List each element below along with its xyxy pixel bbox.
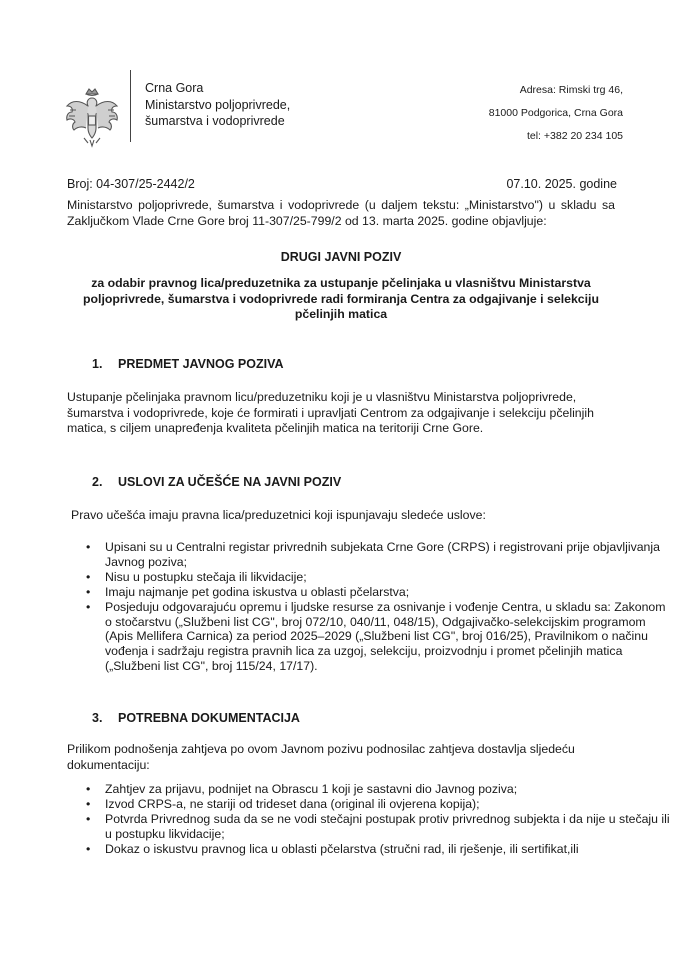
section-1-heading: [92, 357, 284, 371]
org-country: Crna Gora: [145, 81, 204, 95]
list-item: • Zahtjev za prijavu, podnijet na Obrascu 1 koji je sastavni dio Javnog poziva;: [105, 782, 673, 797]
document-title: DRUGI JAVNI POZIV: [280, 250, 402, 264]
section-2-title: USLOVI ZA UČEŠĆE NA JAVNI POZIV: [118, 475, 342, 489]
section-3-list: [67, 782, 673, 857]
list-item: • Nisu u postupku stečaja ili likvidacije;: [105, 570, 673, 585]
section-1-number: 1.: [92, 357, 103, 371]
list-item: • Upisani su u Centralni registar privrednih subjekata Crne Gore (CRPS) i registrovani prije objavljivanja Javnog poziva;: [105, 540, 673, 570]
address-block: [489, 79, 623, 148]
section-2-number: 2.: [92, 475, 103, 489]
ministry-block: [145, 80, 290, 130]
section-3-number: 3.: [92, 711, 103, 725]
coat-of-arms-icon: [64, 86, 120, 148]
section-2-heading: [92, 475, 341, 489]
document-subtitle: za odabir pravnog lica/preduzetnika za ustupanje pčelinjaka u vlasništvu Ministarstva poljoprivrede, šumarstva i vodoprivrede radi formiranja Centra za odgajivanje i selekciju pčelinjih matica: [83, 276, 599, 321]
section-2-list: [67, 540, 673, 674]
list-item: • Potvrda Privrednog suda da se ne vodi stečajni postupak protiv privrednog subjekta i da nije u stečaju ili u postupku likvidacije;: [105, 812, 673, 842]
section-3-title: POTREBNA DOKUMENTACIJA: [118, 711, 300, 725]
section-3-heading: [92, 711, 300, 725]
document-number: Broj: 04-307/25-2442/2: [67, 177, 195, 191]
section-3-text: Prilikom podnošenja zahtjeva po ovom Javnom pozivu podnosilac zahtjeva dostavlja sljedeću dokumentaciju:: [67, 742, 575, 772]
list-item: • Dokaz o iskustvu pravnog lica u oblasti pčelarstva (stručni rad, ili rješenje, ili sertifikat,ili: [105, 842, 673, 857]
header-divider: [130, 70, 131, 142]
section-2-text: Pravo učešća imaju pravna lica/preduzetnici koji ispunjavaju sledeće uslove:: [71, 508, 486, 522]
intro-paragraph: Ministarstvo poljoprivrede, šumarstva i vodoprivrede (u daljem tekstu: „Ministarstvo") u skladu sa Zaključkom Vlade Crne Gore broj 11-307/25-799/2 od 13. marta 2025. godine objavljuje:: [67, 198, 615, 228]
list-item: • Posjeduju odgovarajuću opremu i ljudske resurse za osnivanje i vođenje Centra, u skladu sa: Zakonom o stočarstvu („Službeni list CG", broj 072/10, 040/11, 048/15), Odgajivačko-selekcijskim programom (Apis Mellifera Carnica) za period 2025–2029 („Službeni list CG", broj 016/25), Pravilnikom o načinu vođenja i sadržaju registra pravnih lica za uzgoj, selekciju, proizvodnju i promet pčelinjih matica („Službeni list CG", broj 115/24, 17/17).: [105, 600, 673, 675]
section-1-text: Ustupanje pčelinjaka pravnom licu/preduzetniku koji je u vlasništvu Ministarstva poljoprivrede, šumarstva i vodoprivrede, koje će formirati i upravljati Centrom za odgajivanje i selekciju pčelinjih matica, s ciljem unapređenja kvaliteta pčelinjih matica na teritoriji Crne Gore.: [67, 390, 594, 435]
address-street: Adresa: Rimski trg 46,: [519, 84, 623, 96]
section-1-title: PREDMET JAVNOG POZIVA: [118, 357, 284, 371]
address-city: 81000 Podgorica, Crna Gora: [488, 107, 623, 119]
document-date: 07.10. 2025. godine: [506, 177, 617, 191]
org-ministry: Ministarstvo poljoprivrede,: [145, 97, 291, 112]
list-item: • Imaju najmanje pet godina iskustva u oblasti pčelarstva;: [105, 585, 673, 600]
address-phone: tel: +382 20 234 105: [526, 130, 623, 142]
list-item: • Izvod CRPS-a, ne stariji od trideset dana (original ili ovjerena kopija);: [105, 797, 673, 812]
org-ministry-cont: šumarstva i vodoprivrede: [145, 114, 285, 128]
